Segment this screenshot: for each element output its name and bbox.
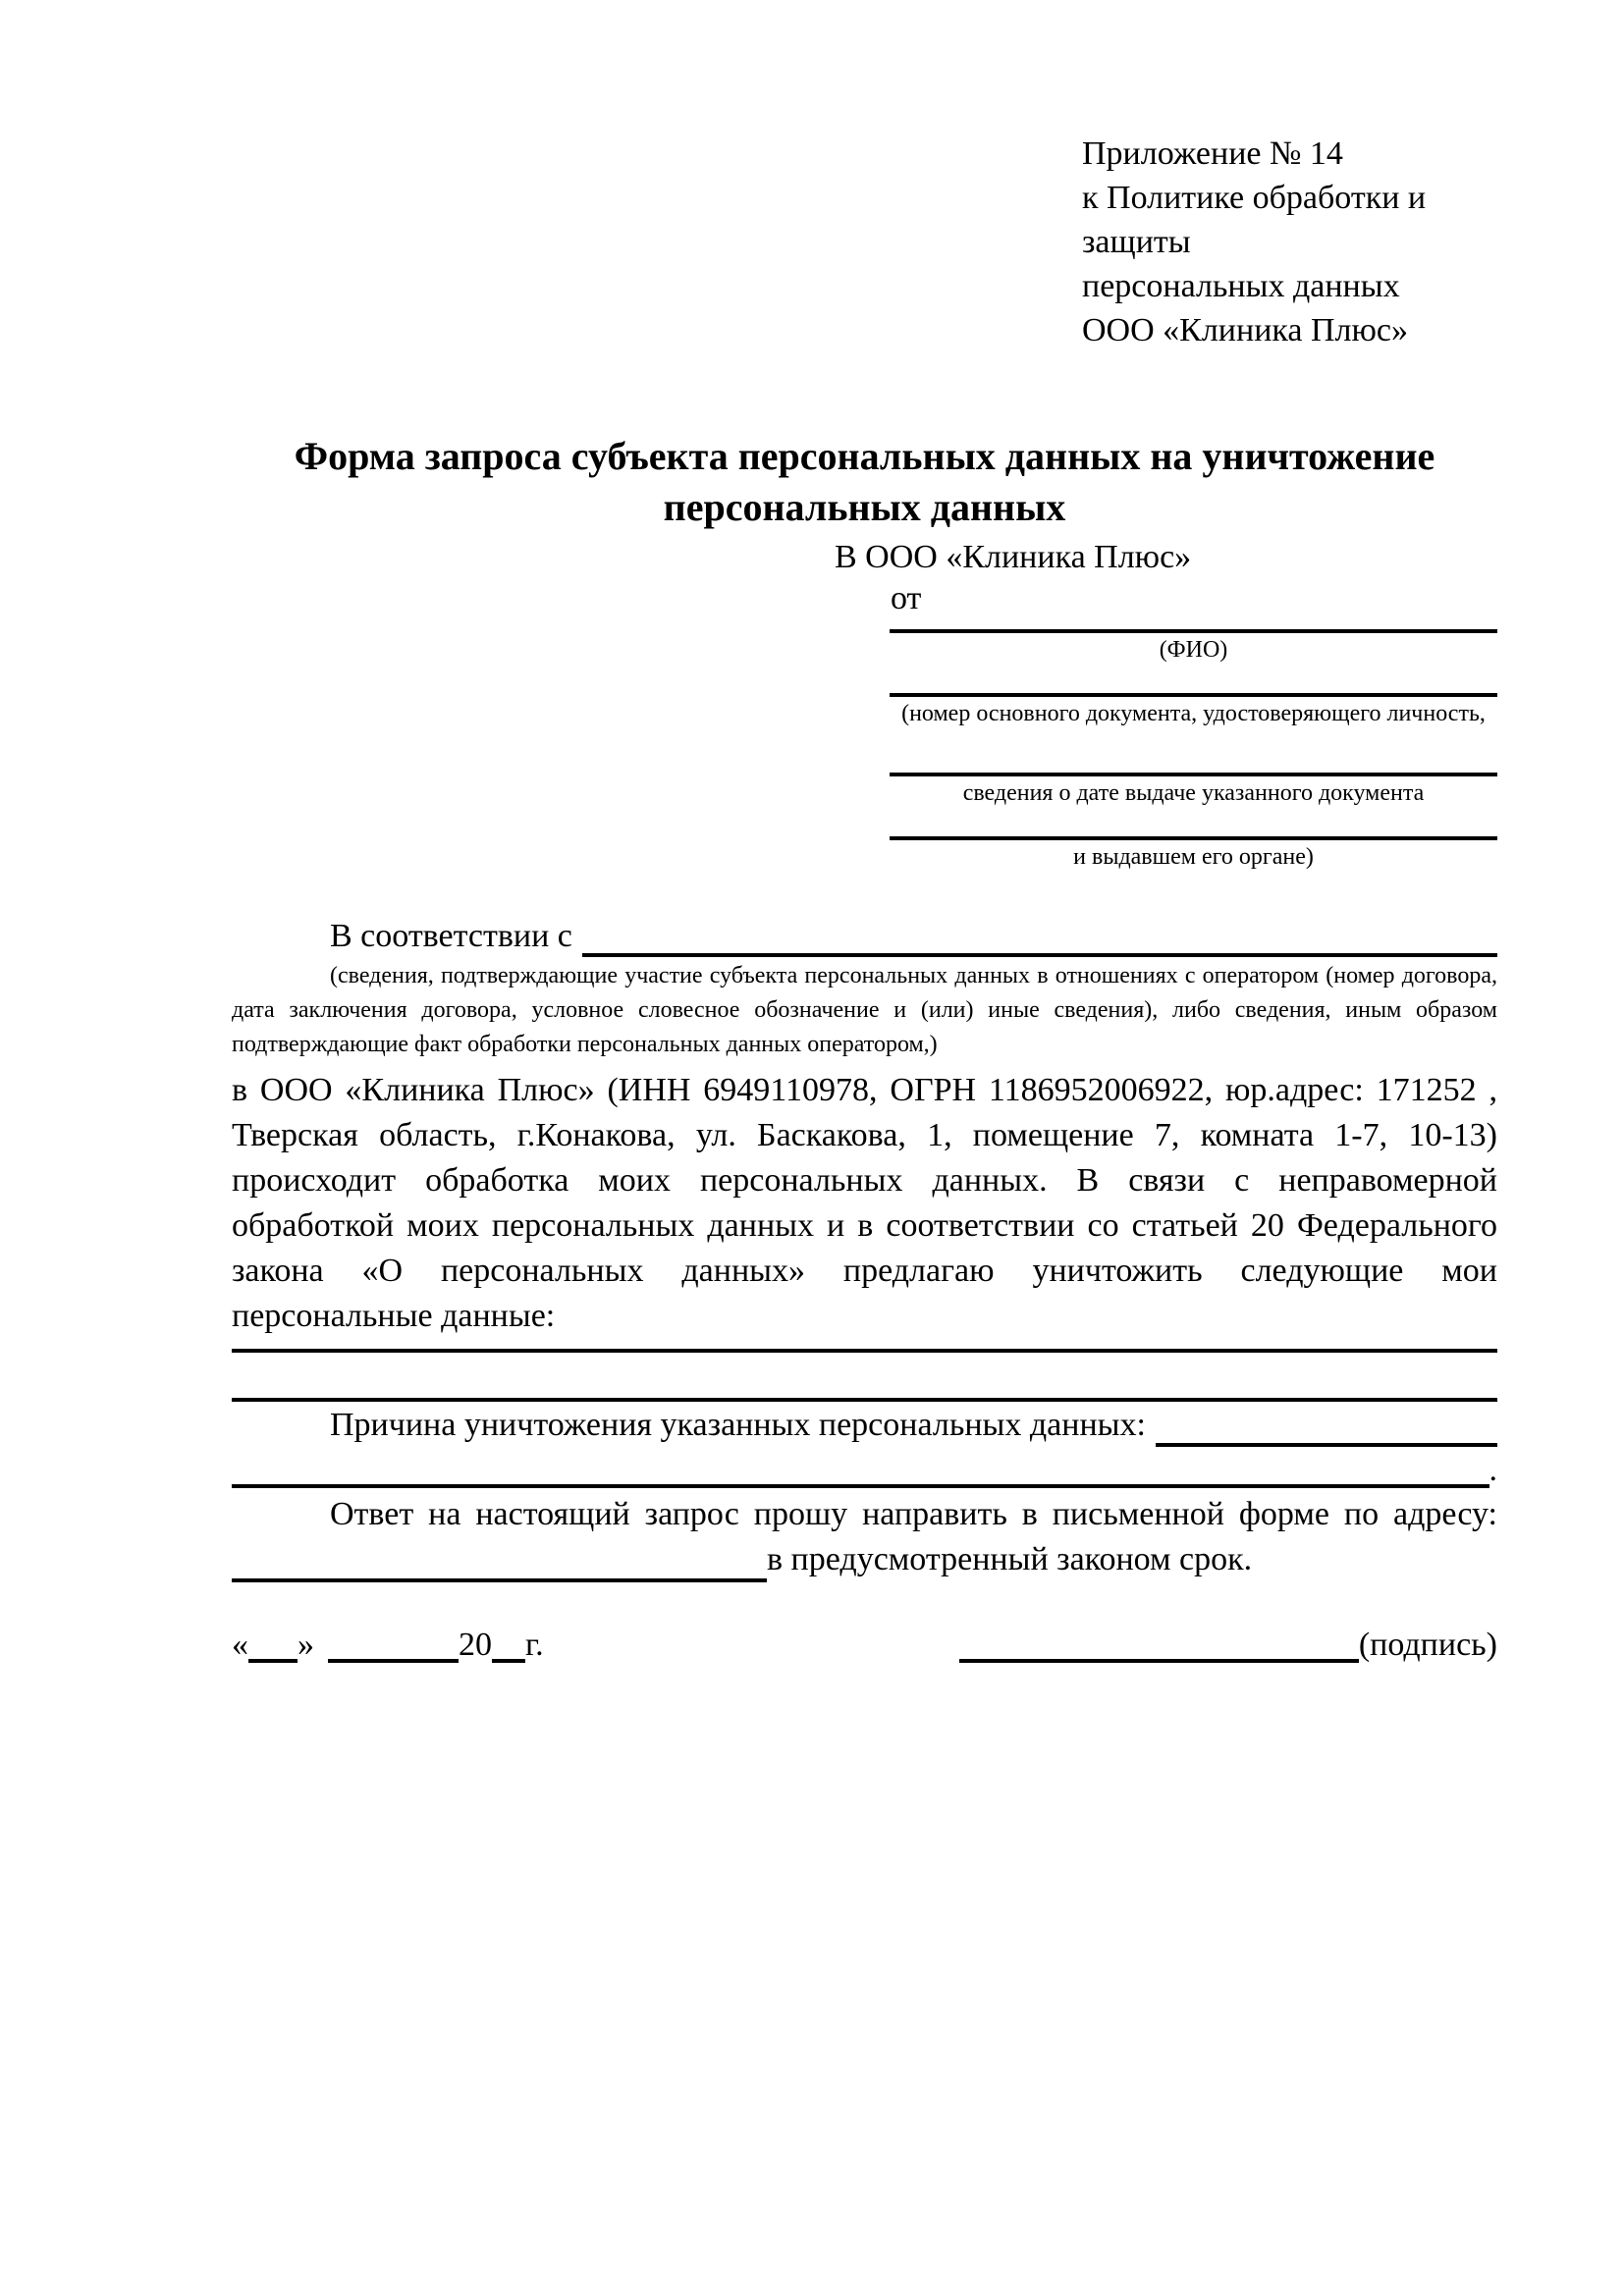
blank-fill-line: [232, 1339, 1497, 1353]
month-fill-line: [328, 1651, 459, 1663]
reason-continuation-fill-line: [232, 1455, 1489, 1488]
appendix-line: Приложение № 14: [1082, 135, 1343, 172]
fio-fill-line: [890, 619, 1497, 633]
year-suffix: г.: [525, 1627, 544, 1663]
accordance-note: (сведения, подтверждающие участие субъекта персональных данных в отношениях с оператором (номер договора, дата заключения договора, условное словесное обозначение и (или) иные сведения), либо сведения, иным образом подтверждающие факт обработки персональных данных оператором,): [232, 963, 1497, 1057]
accordance-fill-line: [582, 920, 1497, 957]
field-document-number: [890, 683, 1497, 727]
issuing-authority-fill-line: [890, 827, 1497, 840]
blank-fill-line: [232, 1353, 1497, 1402]
issue-date-fill-line: [890, 763, 1497, 776]
reply-tail-text: в предусмотренный законом срок.: [767, 1541, 1253, 1577]
field-fio: [890, 619, 1497, 664]
quote-open: «: [232, 1627, 248, 1663]
reply-lead: Ответ на настоящий запрос прошу направить в письменной форме по адресу:: [330, 1496, 1497, 1532]
year-fill-line: [492, 1651, 525, 1663]
reply-tail-row: [232, 1537, 1497, 1582]
signature-caption: (подпись): [1358, 1627, 1497, 1663]
field-issuing-authority: [890, 827, 1497, 871]
issue-date-caption: сведения о дате выдаче указанного документа: [962, 780, 1425, 806]
reason-row: [232, 1404, 1497, 1447]
reason-label: Причина уничтожения указанных персональных данных:: [330, 1407, 1146, 1443]
reason-continuation-row: [232, 1447, 1497, 1488]
appendix-line: к Политике обработки и защиты: [1082, 180, 1427, 260]
statement-paragraph: в ООО «Клиника Плюс» (ИНН 6949110978, ОГРН 1186952006922, юр.адрес: 171252 , Тверская область, г.Конакова, ул. Баскакова, 1, помещение 7, комната 1-7, 10-13) происходит обработка моих персональных данных. В связи с неправомерной обработкой моих персональных данных и в соответствии со статьей 20 Федерального закона «О персональных данных» предлагаю уничтожить следующие мои персональные данные:: [232, 1072, 1497, 1334]
field-issue-date: [890, 763, 1497, 807]
reason-fill-line: [1156, 1410, 1497, 1447]
appendix-block: [1082, 132, 1497, 352]
date-signature-row: [232, 1624, 1497, 1667]
signature-group: [959, 1624, 1497, 1667]
date-group: [232, 1624, 544, 1667]
issuing-authority-caption: и выдавшем его органе): [1073, 844, 1314, 870]
from-label: от: [891, 580, 922, 616]
appendix-line: персональных данных: [1082, 268, 1400, 304]
document-number-fill-line: [890, 683, 1497, 697]
day-fill-line: [248, 1651, 298, 1663]
accordance-lead: В соответствии с: [330, 918, 572, 954]
addressee-fields: [890, 619, 1497, 871]
appendix-line: ООО «Клиника Плюс»: [1082, 312, 1408, 348]
signature-fill-line: [959, 1651, 1359, 1663]
addressee-organization: В ООО «Клиника Плюс»: [835, 539, 1192, 575]
fio-caption: (ФИО): [1159, 637, 1228, 663]
document-title: Форма запроса субъекта персональных данных на уничтожение персональных данных: [294, 434, 1435, 529]
sentence-period: .: [1489, 1452, 1497, 1488]
document-number-caption: (номер основного документа, удостоверяющего личность,: [901, 701, 1486, 726]
year-prefix: 20: [459, 1627, 492, 1663]
address-fill-line: [232, 1545, 767, 1582]
quote-close: »: [298, 1627, 314, 1663]
accordance-row: [232, 916, 1497, 957]
